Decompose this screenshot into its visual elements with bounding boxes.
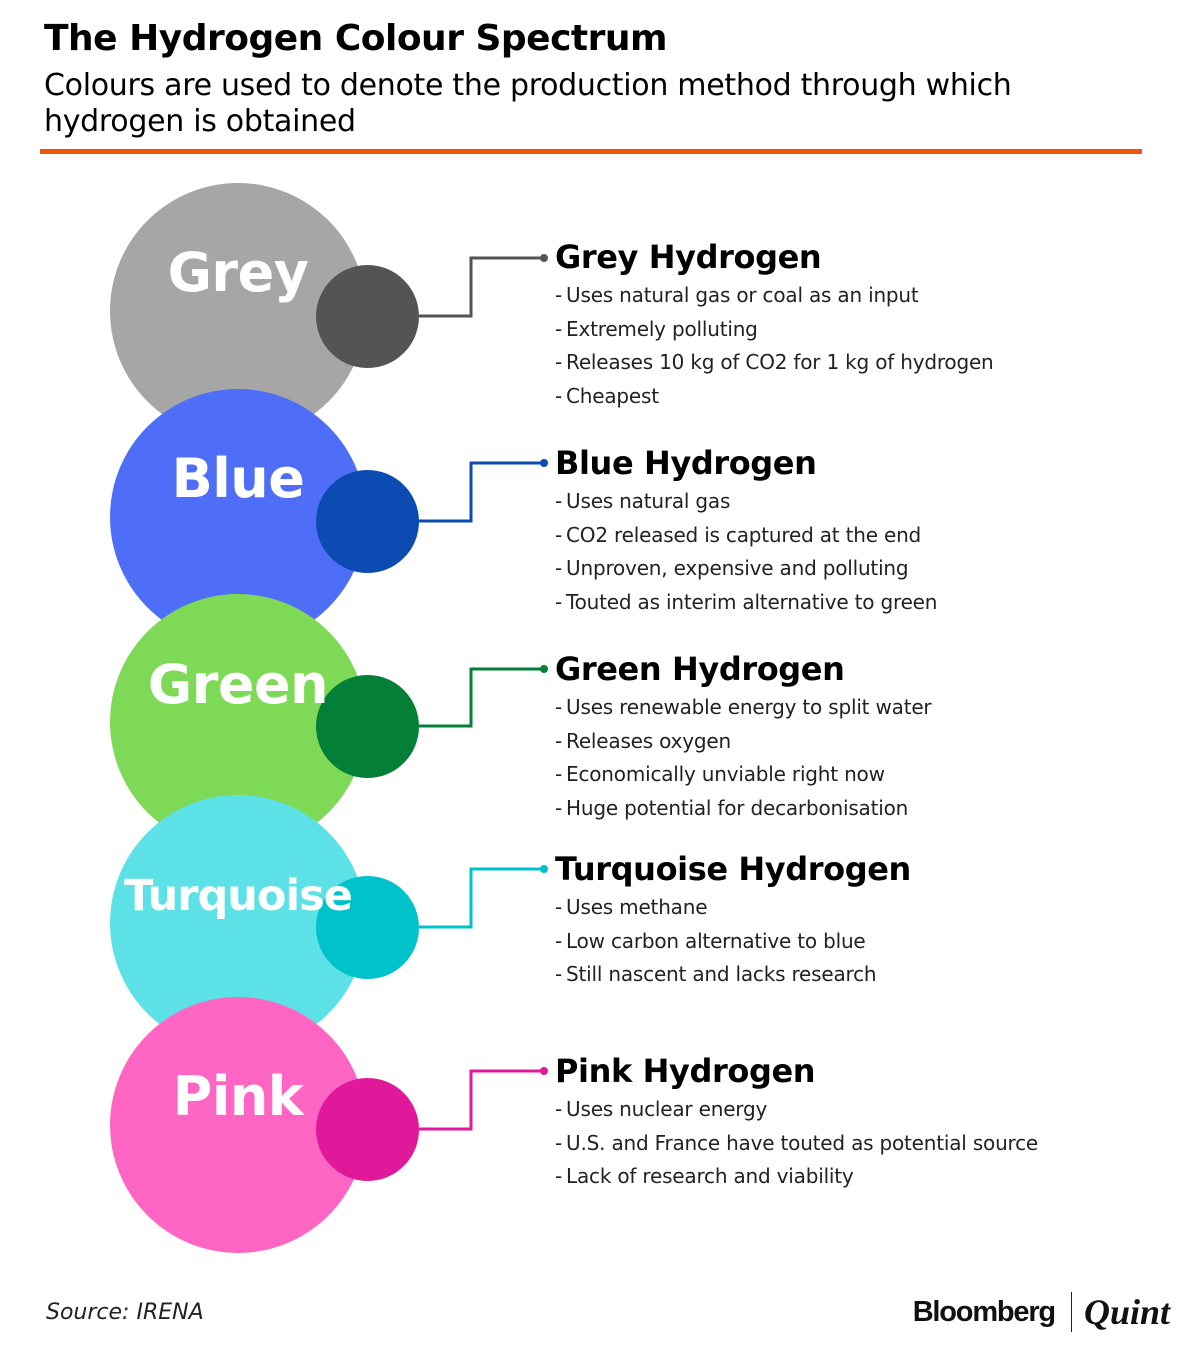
list-item: - Uses natural gas: [555, 489, 731, 513]
pink-label: Pink: [172, 1065, 304, 1128]
pink-block: [555, 1052, 1155, 1194]
green-block: [555, 650, 1155, 826]
brand-name-secondary: Quint: [1083, 1292, 1170, 1332]
brand-name-primary: Bloomberg: [912, 1295, 1055, 1328]
list-item: - Releases 10 kg of CO2 for 1 kg of hydrogen: [555, 350, 994, 375]
blue-connector: [419, 459, 548, 521]
list-item: - Lack of research and viability: [555, 1164, 854, 1189]
grey-heading: Grey Hydrogen: [555, 238, 822, 276]
green-points: [555, 691, 1155, 826]
green-label: Green: [147, 653, 329, 716]
list-item: - Uses nuclear energy: [555, 1097, 768, 1121]
turquoise-block: [555, 850, 1155, 992]
green-connector: [419, 665, 548, 726]
blue-label: Blue: [171, 447, 305, 510]
list-item: - Still nascent and lacks research: [555, 962, 877, 987]
pink-connector: [419, 1067, 548, 1129]
green-heading: Green Hydrogen: [555, 650, 845, 688]
turquoise-connector: [419, 865, 548, 927]
list-item: - Huge potential for decarbonisation: [555, 796, 909, 821]
grey-block: [555, 238, 1155, 414]
list-item: - Touted as interim alternative to green: [555, 590, 938, 615]
list-item: - Economically unviable right now: [555, 762, 885, 787]
pink-points: [555, 1093, 1155, 1194]
list-item: - Cheapest: [555, 384, 659, 409]
grey-label: Grey: [167, 241, 309, 304]
pink-heading: Pink Hydrogen: [555, 1052, 816, 1090]
list-item: - U.S. and France have touted as potential source: [555, 1130, 1039, 1155]
blue-heading: Blue Hydrogen: [555, 444, 817, 482]
page-title: The Hydrogen Colour Spectrum: [44, 18, 668, 59]
brand-divider: [1071, 1292, 1072, 1332]
turquoise-points: [555, 891, 1155, 992]
list-item: - Low carbon alternative to blue: [555, 928, 866, 953]
list-item: - Unproven, expensive and polluting: [555, 556, 909, 581]
list-item: - Uses methane: [555, 895, 708, 919]
turquoise-heading: Turquoise Hydrogen: [555, 850, 911, 888]
list-item: - Extremely polluting: [555, 316, 758, 341]
brand-logo: [913, 1288, 1170, 1336]
list-item: - Releases oxygen: [555, 728, 731, 753]
list-item: - CO2 released is captured at the end: [555, 522, 922, 547]
page-subtitle: Colours are used to denote the production method through which hydrogen is obtained: [44, 68, 1012, 139]
grey-connector: [419, 254, 548, 316]
blue-block: [555, 444, 1155, 620]
source-note: Source: IRENA: [46, 1300, 204, 1325]
grey-points: [555, 279, 1155, 414]
turquoise-label: Turquoise: [124, 871, 352, 921]
blue-points: [555, 485, 1155, 620]
list-item: - Uses natural gas or coal as an input: [555, 283, 919, 307]
list-item: - Uses renewable energy to split water: [555, 695, 932, 719]
